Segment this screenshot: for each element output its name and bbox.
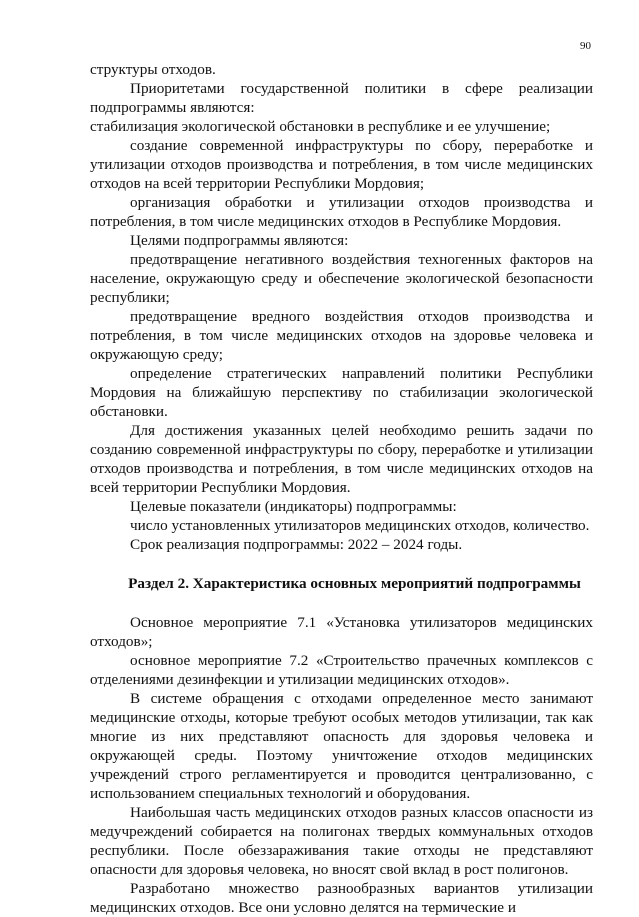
paragraph: стабилизация экологической обстановки в республике и ее улучшение; xyxy=(90,118,551,135)
paragraph: создание современной инфраструктуры по сбору, переработке и утилизации отходов производства и потребления, в том числе медицинских отходов на всей территории Республики Мордовия; xyxy=(90,137,593,192)
paragraph: предотвращение негативного воздействия техногенных факторов на население, окружающую среду и обеспечение экологической безопасности республики; xyxy=(90,251,593,306)
section-heading: Раздел 2. Характеристика основных мероприятий подпрограммы xyxy=(128,575,581,592)
paragraph: Приоритетами государственной политики в сфере реализации подпрограммы являются: xyxy=(90,80,593,116)
paragraph: Для достижения указанных целей необходимо решить задачи по созданию современной инфраструктуры по сбору, переработке и утилизации отходов производства и потребления, в том числе медицинских отходов на всей территории Республики Мордовия. xyxy=(90,422,593,496)
paragraph: Наибольшая часть медицинских отходов разных классов опасности из медучреждений собирается на полигонах твердых коммунальных отходов республики. После обеззараживания такие отходы не представляют опасности для здоровья человека, но вносят свой вклад в рост полигонов. xyxy=(90,804,593,878)
paragraph: число установленных утилизаторов медицинских отходов, количество. xyxy=(130,517,590,534)
paragraph: Основное мероприятие 7.1 «Установка утилизаторов медицинских отходов»; xyxy=(90,614,593,650)
paragraph: определение стратегических направлений политики Республики Мордовия на ближайшую перспективу по стабилизации экологической обстановки. xyxy=(90,365,593,420)
paragraph: В системе обращения с отходами определенное место занимают медицинские отходы, которые требуют особых методов утилизации, так как многие из них представляют опасность для здоровья человека и окружающей среды. Поэтому уничтожение отходов медицинских учреждений строго регламентируется и проводится централизованно, с использованием специальных технологий и оборудования. xyxy=(90,690,593,802)
paragraph: структуры отходов. xyxy=(90,61,216,78)
paragraph: Срок реализация подпрограммы: 2022 – 2024 годы. xyxy=(130,536,463,553)
paragraph: предотвращение вредного воздействия отходов производства и потребления, в том числе медицинских отходов на здоровье человека и окружающую среду; xyxy=(90,308,593,363)
page-number: 90 xyxy=(580,40,591,52)
paragraph: Целями подпрограммы являются: xyxy=(130,232,349,249)
paragraph: Целевые показатели (индикаторы) подпрограммы: xyxy=(130,498,457,515)
document-body xyxy=(90,60,593,917)
paragraphs-after-section xyxy=(90,613,593,917)
paragraphs-before-section xyxy=(90,60,593,554)
paragraph: организация обработки и утилизации отходов производства и потребления, в том числе медицинских отходов в Республике Мордовия. xyxy=(90,194,593,230)
paragraph: Разработано множество разнообразных вариантов утилизации медицинских отходов. Все они условно делятся на термические и xyxy=(90,880,593,916)
paragraph: основное мероприятие 7.2 «Строительство прачечных комплексов с отделениями дезинфекции и утилизации медицинских отходов». xyxy=(90,652,593,688)
